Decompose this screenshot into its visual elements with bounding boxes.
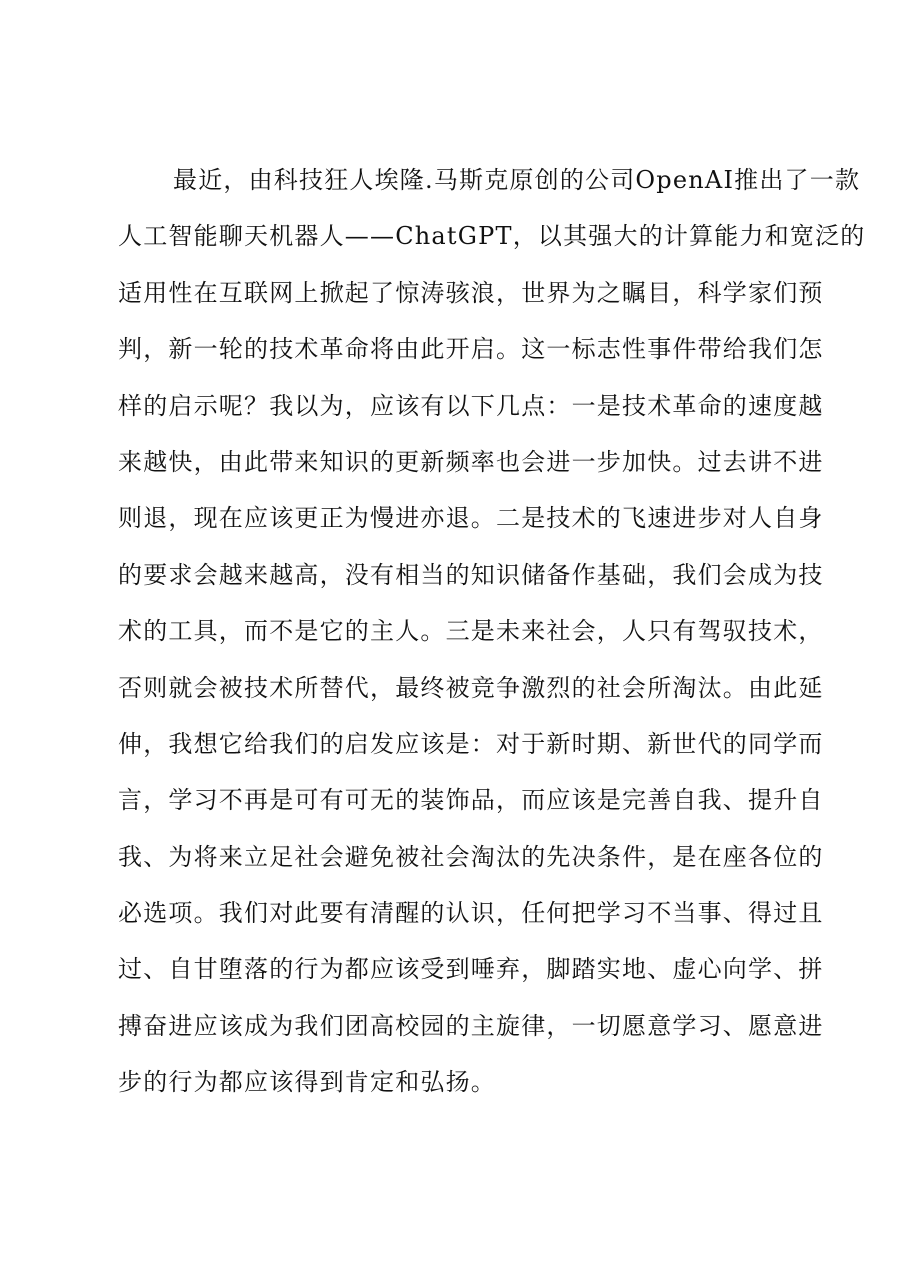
paragraph-line-5: 样的启示呢？我以为，应该有以下几点：一是技术革命的速度越: [118, 391, 824, 420]
paragraph-line-9: 术的工具，而不是它的主人。三是未来社会，人只有驾驭技术，: [118, 617, 824, 646]
paragraph-line-15: 过、自甘堕落的行为都应该受到唾弃，脚踏实地、虚心向学、拼: [118, 955, 824, 984]
paragraph-line-6: 来越快，由此带来知识的更新频率也会进一步加快。过去讲不进: [118, 447, 824, 476]
paragraph-line-14: 必选项。我们对此要有清醒的认识，任何把学习不当事、得过且: [118, 899, 824, 928]
paragraph-line-4: 判，新一轮的技术革命将由此开启。这一标志性事件带给我们怎: [118, 335, 824, 364]
paragraph-line-12: 言，学习不再是可有可无的装饰品，而应该是完善自我、提升自: [118, 786, 824, 815]
paragraph-line-16: 搏奋进应该成为我们团高校园的主旋律，一切愿意学习、愿意进: [118, 1011, 824, 1040]
paragraph-line-11: 伸，我想它给我们的启发应该是：对于新时期、新世代的同学而: [118, 729, 824, 758]
paragraph-line-2: 人工智能聊天机器人——ChatGPT，以其强大的计算能力和宽泛的: [118, 222, 866, 251]
paragraph-line-3: 适用性在互联网上掀起了惊涛骇浪，世界为之瞩目，科学家们预: [118, 278, 824, 307]
paragraph-line-1: 最近，由科技狂人埃隆.马斯克原创的公司OpenAI推出了一款: [173, 166, 861, 194]
paragraph-line-13: 我、为将来立足社会避免被社会淘汰的先决条件，是在座各位的: [118, 842, 824, 871]
paragraph-line-8: 的要求会越来越高，没有相当的知识储备作基础，我们会成为技: [118, 560, 824, 589]
paragraph-line-10: 否则就会被技术所替代，最终被竞争激烈的社会所淘汰。由此延: [118, 673, 824, 702]
paragraph-line-17: 步的行为都应该得到肯定和弘扬。: [118, 1068, 496, 1097]
paragraph-line-7: 则退，现在应该更正为慢进亦退。二是技术的飞速进步对人自身: [118, 504, 824, 533]
body-paragraph: [118, 152, 866, 1111]
